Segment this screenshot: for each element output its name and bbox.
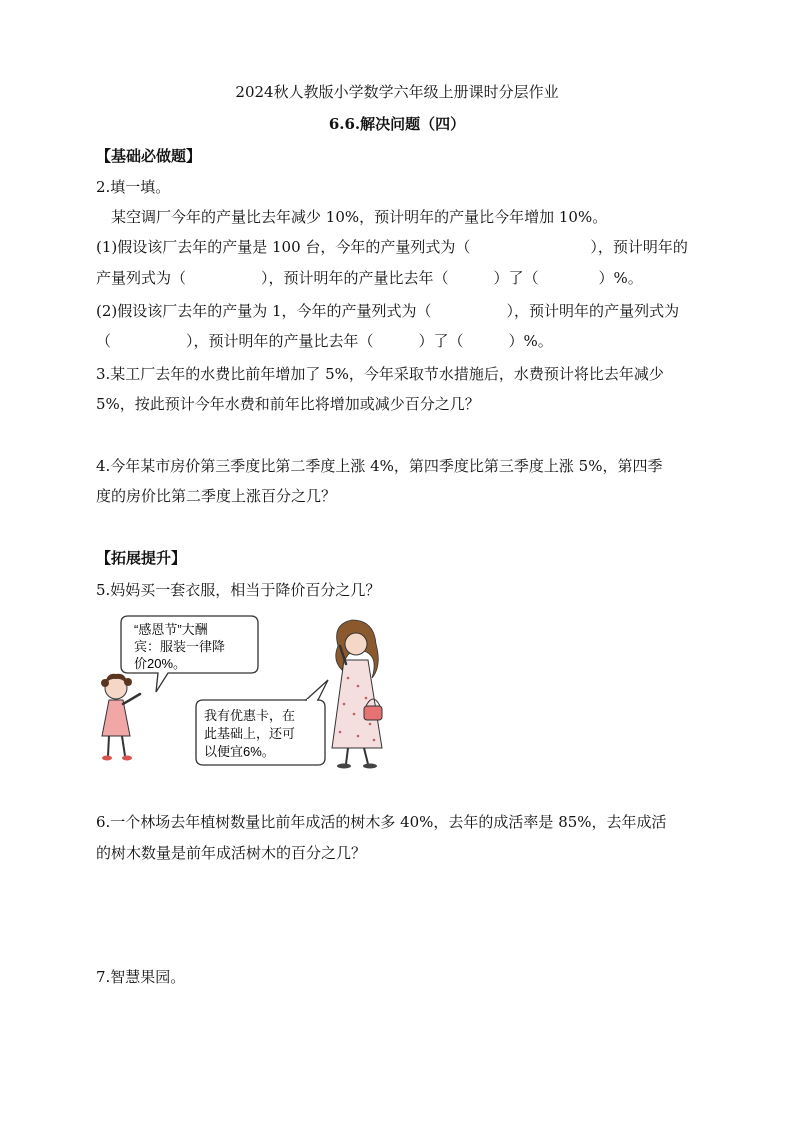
q2-part1-line1: (1)假设该厂去年的产量是 100 台，今年的产量列式为（ ），预计明年的 bbox=[96, 238, 688, 256]
q2-part1-line2: 产量列式为（ ），预计明年的产量比去年（ ）了（ ）%。 bbox=[96, 269, 643, 287]
bubble2-line1: 我有优惠卡，在 bbox=[204, 708, 296, 723]
bubble2-line2: 此基础上，还可 bbox=[204, 726, 296, 741]
q3-line2: 5%，按此预计今年水费和前年比将增加或减少百分之几？ bbox=[96, 395, 480, 413]
page-title: 2024秋人教版小学数学六年级上册课时分层作业 bbox=[235, 83, 559, 101]
mother-figure-icon bbox=[332, 620, 382, 769]
q2-part2-line2: （ ），预计明年的产量比去年（ ）了（ ）%。 bbox=[96, 332, 553, 350]
lesson-subtitle: 6.6.解决问题（四） bbox=[328, 115, 466, 133]
bubble1-line3: 价20%。 bbox=[134, 656, 187, 671]
section-extend-heading: 【拓展提升】 bbox=[96, 549, 187, 567]
q2-part2-line1: (2)假设该厂去年的产量为 1，今年的产量列式为（ ），预计明年的产量列式为 bbox=[96, 302, 680, 320]
q4-line1: 4.今年某市房价第三季度比第二季度上涨 4%，第四季度比第三季度上涨 5%，第四季 bbox=[96, 457, 663, 475]
q4-line2: 度的房价比第二季度上涨百分之几？ bbox=[96, 487, 337, 505]
q2-intro: 某空调厂今年的产量比去年减少 10%，预计明年的产量比今年增加 10%。 bbox=[111, 208, 608, 226]
q7-line1: 7.智慧果园。 bbox=[96, 968, 186, 986]
speech-bubble-discount-card bbox=[196, 680, 328, 765]
q2-heading: 2.填一填。 bbox=[96, 178, 171, 196]
q6-line2: 的树木数量是前年成活树木的百分之几？ bbox=[96, 844, 367, 862]
bubble2-line3: 以便宜6%。 bbox=[204, 744, 275, 759]
q6-line1: 6.一个林场去年植树数量比前年成活的树木多 40%，去年的成活率是 85%，去年成活 bbox=[96, 813, 667, 831]
q3-line1: 3.某工厂去年的水费比前年增加了 5%，今年采取节水措施后，水费预计将比去年减少 bbox=[96, 365, 664, 383]
q5-line1: 5.妈妈买一套衣服，相当于降价百分之几？ bbox=[96, 581, 381, 599]
bubble1-line2: 宾：服装一律降 bbox=[134, 639, 226, 654]
section-basic-heading: 【基础必做题】 bbox=[96, 147, 202, 165]
girl-figure-icon bbox=[101, 674, 140, 761]
speech-bubble-sale bbox=[121, 616, 258, 692]
q5-illustration bbox=[96, 608, 396, 772]
bubble1-line1: “感恩节”大酬 bbox=[134, 622, 208, 637]
